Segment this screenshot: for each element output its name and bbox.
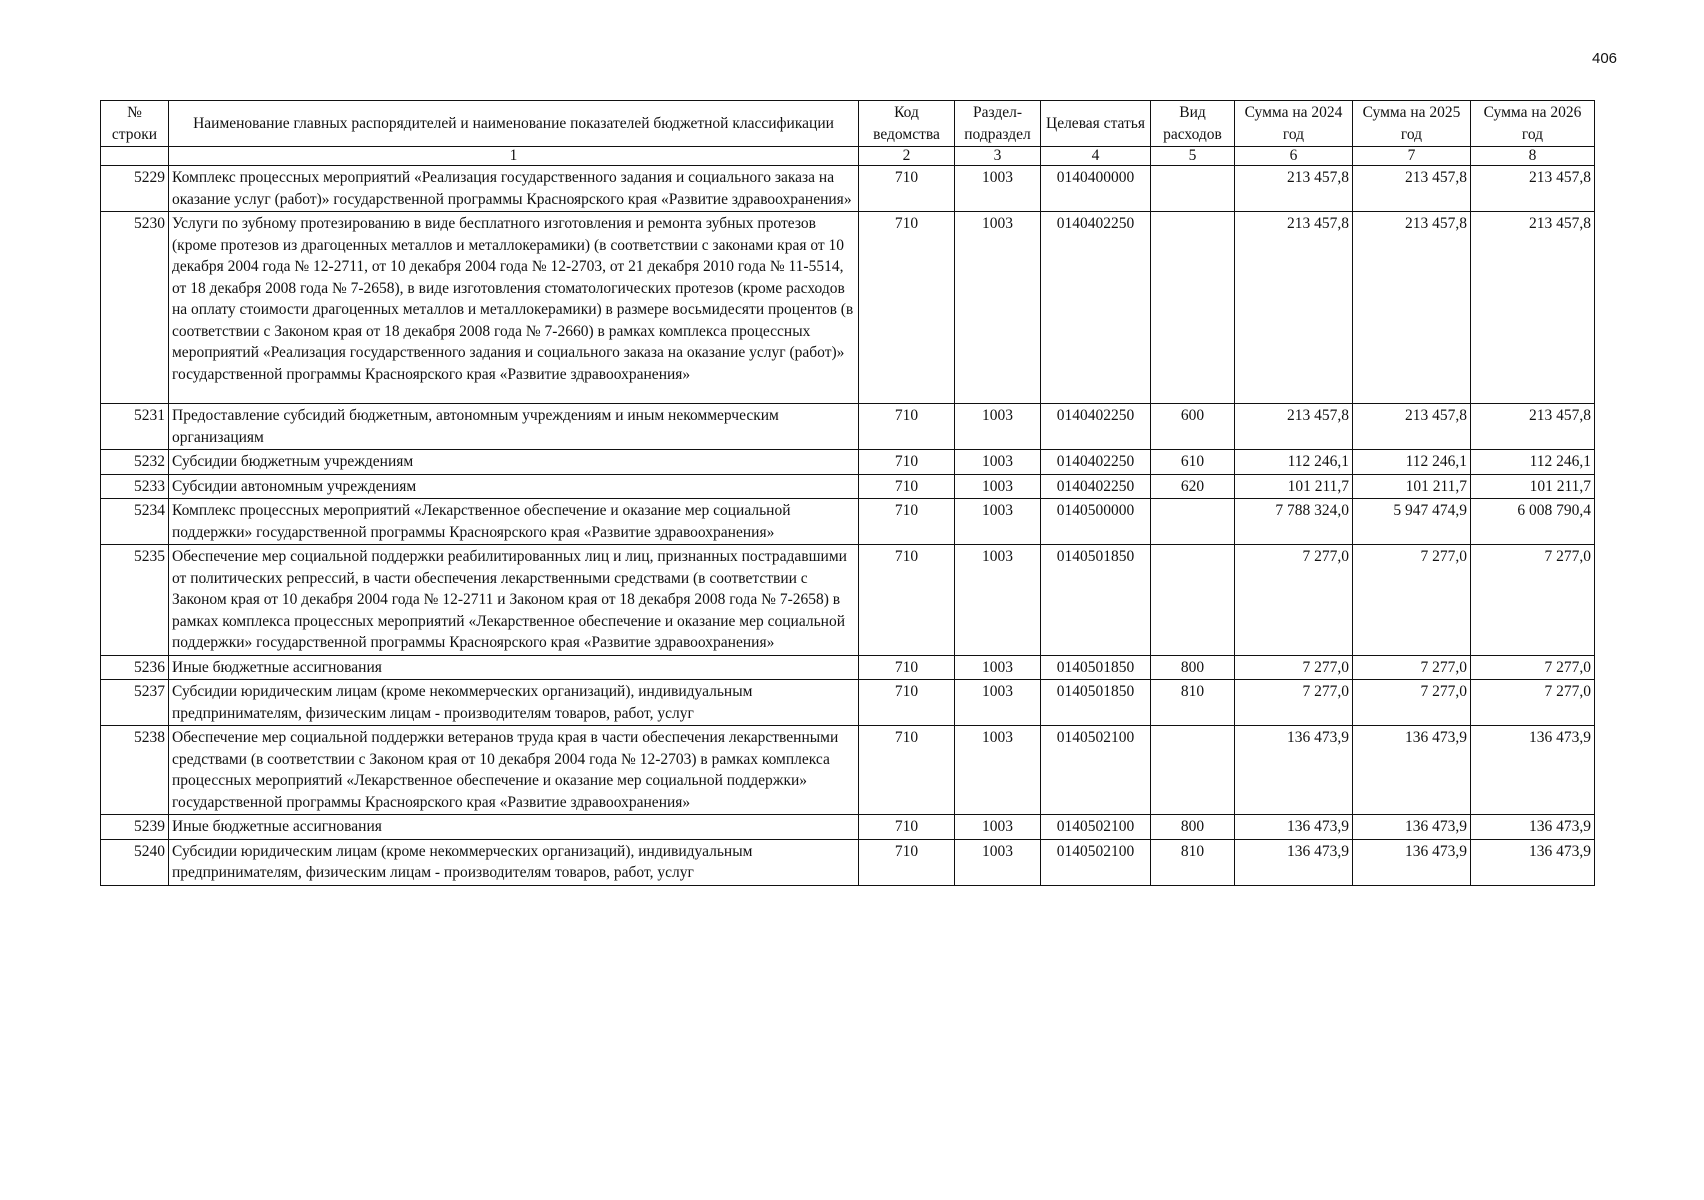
table-row xyxy=(101,166,1595,212)
page-number: 406 xyxy=(1592,50,1618,67)
row-section: 1003 xyxy=(955,545,1041,656)
row-section: 1003 xyxy=(955,726,1041,815)
row-sum-2026: 7 277,0 xyxy=(1471,545,1595,656)
row-sum-2024: 136 473,9 xyxy=(1235,726,1353,815)
row-target: 0140502100 xyxy=(1041,839,1151,885)
row-name: Иные бюджетные ассигнования xyxy=(169,815,859,840)
column-number: 5 xyxy=(1151,147,1235,166)
row-sum-2025: 5 947 474,9 xyxy=(1353,499,1471,545)
row-expense-type: 620 xyxy=(1151,474,1235,499)
row-sum-2024: 112 246,1 xyxy=(1235,450,1353,475)
row-sum-2026: 7 277,0 xyxy=(1471,655,1595,680)
table-row xyxy=(101,655,1595,680)
row-expense-type xyxy=(1151,212,1235,404)
table-row xyxy=(101,545,1595,656)
header-sum-2024: Сумма на 2024 год xyxy=(1235,101,1353,147)
row-target: 0140402250 xyxy=(1041,212,1151,404)
row-sum-2026: 101 211,7 xyxy=(1471,474,1595,499)
row-target: 0140501850 xyxy=(1041,655,1151,680)
column-number: 6 xyxy=(1235,147,1353,166)
row-sum-2025: 136 473,9 xyxy=(1353,839,1471,885)
table-row xyxy=(101,404,1595,450)
table-row xyxy=(101,680,1595,726)
row-number: 5232 xyxy=(101,450,169,475)
row-number: 5240 xyxy=(101,839,169,885)
row-target: 0140501850 xyxy=(1041,680,1151,726)
row-dept-code: 710 xyxy=(859,166,955,212)
row-number: 5235 xyxy=(101,545,169,656)
row-section: 1003 xyxy=(955,655,1041,680)
row-dept-code: 710 xyxy=(859,212,955,404)
row-number: 5238 xyxy=(101,726,169,815)
row-sum-2026: 136 473,9 xyxy=(1471,726,1595,815)
row-sum-2025: 136 473,9 xyxy=(1353,726,1471,815)
row-expense-type: 800 xyxy=(1151,655,1235,680)
row-dept-code: 710 xyxy=(859,839,955,885)
row-number: 5236 xyxy=(101,655,169,680)
column-number: 7 xyxy=(1353,147,1471,166)
table-row xyxy=(101,726,1595,815)
table-row xyxy=(101,474,1595,499)
row-expense-type xyxy=(1151,166,1235,212)
column-number: 2 xyxy=(859,147,955,166)
row-name: Субсидии автономным учреждениям xyxy=(169,474,859,499)
table-row xyxy=(101,450,1595,475)
row-name: Субсидии юридическим лицам (кроме некоммерческих организаций), индивидуальным предпринимателям, физическим лицам - производителям товаров, работ, услуг xyxy=(169,839,859,885)
row-sum-2024: 7 788 324,0 xyxy=(1235,499,1353,545)
column-number: 4 xyxy=(1041,147,1151,166)
header-dept-code: Код ведомства xyxy=(859,101,955,147)
row-expense-type: 810 xyxy=(1151,839,1235,885)
row-name: Субсидии бюджетным учреждениям xyxy=(169,450,859,475)
row-section: 1003 xyxy=(955,839,1041,885)
row-section: 1003 xyxy=(955,404,1041,450)
row-sum-2026: 213 457,8 xyxy=(1471,166,1595,212)
column-number-empty xyxy=(101,147,169,166)
row-target: 0140500000 xyxy=(1041,499,1151,545)
row-target: 0140502100 xyxy=(1041,726,1151,815)
row-sum-2025: 7 277,0 xyxy=(1353,545,1471,656)
row-section: 1003 xyxy=(955,499,1041,545)
header-section: Раздел-подраздел xyxy=(955,101,1041,147)
row-sum-2024: 7 277,0 xyxy=(1235,545,1353,656)
row-target: 0140502100 xyxy=(1041,815,1151,840)
header-name: Наименование главных распорядителей и наименование показателей бюджетной классификации xyxy=(169,101,859,147)
row-dept-code: 710 xyxy=(859,726,955,815)
row-name: Обеспечение мер социальной поддержки ветеранов труда края в части обеспечения лекарственными средствами (в соответствии с Законом края от 10 декабря 2004 года № 12-2703) в рамках комплекса процессных мероприятий «Лекарственное обеспечение и оказание мер социальной поддержки» государственной программы Красноярского края «Развитие здравоохранения» xyxy=(169,726,859,815)
row-target: 0140402250 xyxy=(1041,450,1151,475)
row-sum-2025: 101 211,7 xyxy=(1353,474,1471,499)
column-number: 3 xyxy=(955,147,1041,166)
row-number: 5237 xyxy=(101,680,169,726)
row-dept-code: 710 xyxy=(859,815,955,840)
column-number: 1 xyxy=(169,147,859,166)
row-name: Комплекс процессных мероприятий «Лекарственное обеспечение и оказание мер социальной поддержки» государственной программы Красноярского края «Развитие здравоохранения» xyxy=(169,499,859,545)
row-dept-code: 710 xyxy=(859,474,955,499)
row-dept-code: 710 xyxy=(859,499,955,545)
row-sum-2026: 136 473,9 xyxy=(1471,815,1595,840)
table-row xyxy=(101,815,1595,840)
row-sum-2025: 213 457,8 xyxy=(1353,212,1471,404)
row-sum-2024: 136 473,9 xyxy=(1235,839,1353,885)
row-number: 5231 xyxy=(101,404,169,450)
header-row-no: № строки xyxy=(101,101,169,147)
row-sum-2024: 7 277,0 xyxy=(1235,680,1353,726)
row-section: 1003 xyxy=(955,474,1041,499)
row-target: 0140501850 xyxy=(1041,545,1151,656)
row-dept-code: 710 xyxy=(859,680,955,726)
row-sum-2026: 7 277,0 xyxy=(1471,680,1595,726)
row-sum-2025: 136 473,9 xyxy=(1353,815,1471,840)
row-expense-type: 800 xyxy=(1151,815,1235,840)
row-dept-code: 710 xyxy=(859,450,955,475)
row-sum-2026: 136 473,9 xyxy=(1471,839,1595,885)
row-target: 0140400000 xyxy=(1041,166,1151,212)
row-expense-type xyxy=(1151,545,1235,656)
row-sum-2024: 213 457,8 xyxy=(1235,404,1353,450)
header-sum-2025: Сумма на 2025 год xyxy=(1353,101,1471,147)
row-sum-2025: 213 457,8 xyxy=(1353,166,1471,212)
row-section: 1003 xyxy=(955,815,1041,840)
header-target: Целевая статья xyxy=(1041,101,1151,147)
row-expense-type: 810 xyxy=(1151,680,1235,726)
column-number-row xyxy=(101,147,1595,166)
row-sum-2025: 7 277,0 xyxy=(1353,655,1471,680)
row-expense-type xyxy=(1151,499,1235,545)
row-name: Услуги по зубному протезированию в виде бесплатного изготовления и ремонта зубных протезов (кроме протезов из драгоценных металлов и металлокерамики) (в соответствии с законами края от 10 декабря 2004 года № 12-2711, от 10 декабря 2004 года № 12-2703, от 21 декабря 2010 года № 11-5514, от 18 декабря 2008 года № 7-2658), в виде изготовления стоматологических протезов (кроме расходов на оплату стоимости драгоценных металлов и металлокерамики) в размере восьмидесяти процентов (в соответствии с Законом края от 18 декабря 2008 года № 7-2660) в рамках комплекса процессных мероприятий «Реализация государственного задания и социального заказа на оказание услуг (работ)» государственной программы Красноярского края «Развитие здравоохранения» xyxy=(169,212,859,404)
row-name: Комплекс процессных мероприятий «Реализация государственного задания и социального заказа на оказание услуг (работ)» государственной программы Красноярского края «Развитие здравоохранения» xyxy=(169,166,859,212)
row-expense-type: 610 xyxy=(1151,450,1235,475)
row-sum-2024: 213 457,8 xyxy=(1235,166,1353,212)
row-sum-2026: 6 008 790,4 xyxy=(1471,499,1595,545)
row-dept-code: 710 xyxy=(859,404,955,450)
row-target: 0140402250 xyxy=(1041,474,1151,499)
header-row xyxy=(101,101,1595,147)
row-sum-2024: 213 457,8 xyxy=(1235,212,1353,404)
row-number: 5234 xyxy=(101,499,169,545)
row-section: 1003 xyxy=(955,450,1041,475)
row-expense-type: 600 xyxy=(1151,404,1235,450)
row-section: 1003 xyxy=(955,166,1041,212)
row-sum-2024: 7 277,0 xyxy=(1235,655,1353,680)
row-dept-code: 710 xyxy=(859,545,955,656)
row-section: 1003 xyxy=(955,212,1041,404)
row-expense-type xyxy=(1151,726,1235,815)
row-sum-2026: 213 457,8 xyxy=(1471,212,1595,404)
row-name: Обеспечение мер социальной поддержки реабилитированных лиц и лиц, признанных пострадавшими от политических репрессий, в части обеспечения лекарственными средствами (в соответствии с Законом края от 10 декабря 2004 года № 12-2711 и Законом края от 18 декабря 2008 года № 7-2658) в рамках комплекса процессных мероприятий «Лекарственное обеспечение и оказание мер социальной поддержки» государственной программы Красноярского края «Развитие здравоохранения» xyxy=(169,545,859,656)
row-sum-2024: 136 473,9 xyxy=(1235,815,1353,840)
row-number: 5233 xyxy=(101,474,169,499)
row-name: Субсидии юридическим лицам (кроме некоммерческих организаций), индивидуальным предпринимателям, физическим лицам - производителям товаров, работ, услуг xyxy=(169,680,859,726)
header-sum-2026: Сумма на 2026 год xyxy=(1471,101,1595,147)
row-number: 5229 xyxy=(101,166,169,212)
row-name: Иные бюджетные ассигнования xyxy=(169,655,859,680)
row-sum-2025: 213 457,8 xyxy=(1353,404,1471,450)
row-sum-2024: 101 211,7 xyxy=(1235,474,1353,499)
row-sum-2026: 213 457,8 xyxy=(1471,404,1595,450)
row-sum-2025: 112 246,1 xyxy=(1353,450,1471,475)
row-sum-2026: 112 246,1 xyxy=(1471,450,1595,475)
budget-table xyxy=(100,100,1595,886)
row-dept-code: 710 xyxy=(859,655,955,680)
column-number: 8 xyxy=(1471,147,1595,166)
row-number: 5239 xyxy=(101,815,169,840)
row-section: 1003 xyxy=(955,680,1041,726)
row-target: 0140402250 xyxy=(1041,404,1151,450)
table-row xyxy=(101,212,1595,404)
table-row xyxy=(101,499,1595,545)
header-expense-type: Вид расходов xyxy=(1151,101,1235,147)
row-number: 5230 xyxy=(101,212,169,404)
row-name: Предоставление субсидий бюджетным, автономным учреждениям и иным некоммерческим организациям xyxy=(169,404,859,450)
table-row xyxy=(101,839,1595,885)
row-sum-2025: 7 277,0 xyxy=(1353,680,1471,726)
